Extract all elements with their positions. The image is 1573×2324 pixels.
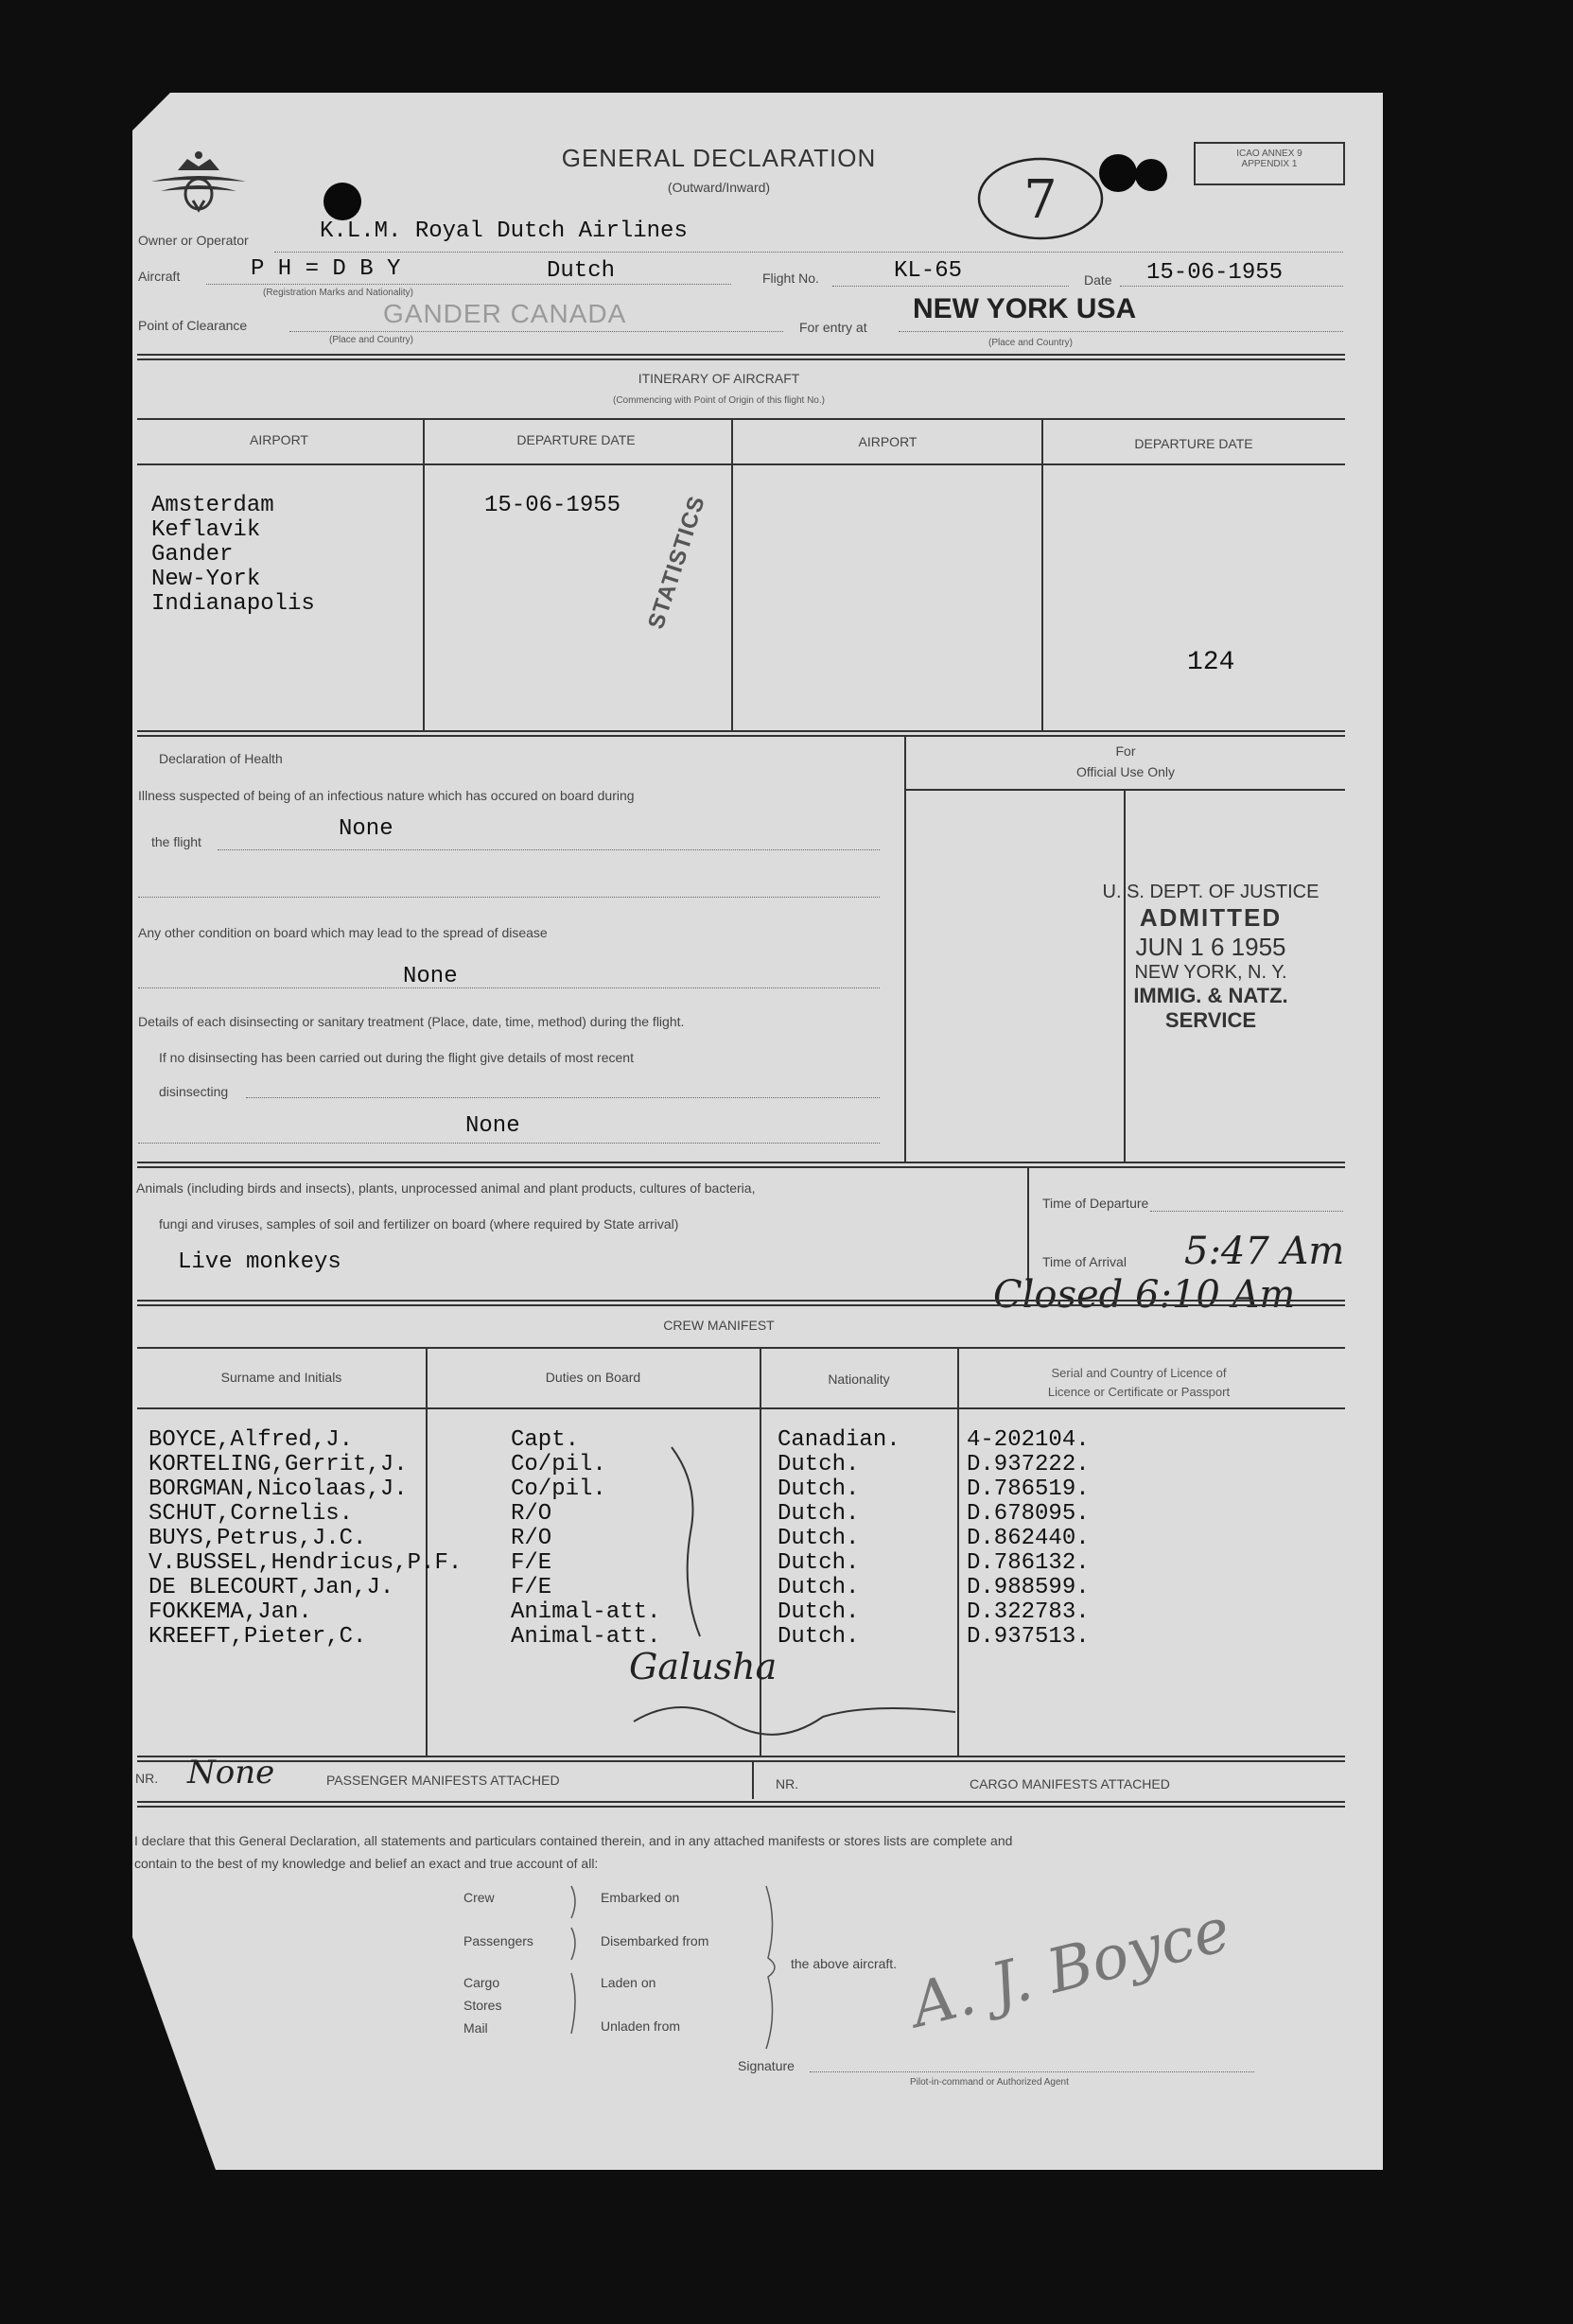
passenger-manifest-label: PASSENGER MANIFESTS ATTACHED (326, 1773, 560, 1788)
scribble-mark (624, 1684, 965, 1740)
signature-label: Signature (738, 2058, 795, 2073)
crew-name: KORTELING,Gerrit,J. (149, 1452, 408, 1477)
crew-license: D.937222. (967, 1452, 1090, 1477)
health-a1: None (339, 816, 393, 842)
time-arrival-label: Time of Arrival (1042, 1254, 1127, 1269)
brace-marks (564, 1882, 791, 2053)
itinerary-departure-date: 15-06-1955 (484, 493, 621, 518)
decl-item: Cargo (463, 1975, 500, 1990)
crew-licenses (967, 1428, 1090, 1650)
clearance-sub: (Place and Country) (329, 335, 413, 345)
airport-row: Gander (151, 542, 234, 568)
crew-license: D.862440. (967, 1526, 1090, 1551)
col-nationality: Nationality (828, 1372, 890, 1387)
crew-nationality: Dutch. (778, 1501, 860, 1527)
flight-value: KL-65 (894, 258, 963, 284)
crew-name: BUYS,Petrus,J.C. (149, 1526, 367, 1551)
official-label-2: Official Use Only (1076, 764, 1175, 779)
col-license-1: Serial and Country of Licence of (1051, 1366, 1227, 1380)
crew-nationality: Dutch. (778, 1599, 860, 1625)
passenger-nr-label: NR. (135, 1771, 159, 1786)
clearance-label: Point of Clearance (138, 318, 248, 333)
crew-license: 4-202104. (967, 1427, 1090, 1453)
cargo-manifest-label: CARGO MANIFESTS ATTACHED (970, 1776, 1170, 1791)
crew-license: D.786519. (967, 1477, 1090, 1502)
col-airport: AIRPORT (250, 432, 308, 447)
col-departure-date: DEPARTURE DATE (516, 432, 636, 447)
crew-nationality: Canadian. (778, 1427, 900, 1453)
official-label-1: For (1115, 743, 1136, 759)
crew-license: D.322783. (967, 1599, 1090, 1625)
annex-line2: APPENDIX 1 (1241, 159, 1298, 169)
declaration-right: the above aircraft. (791, 1956, 898, 1971)
decl-item: Stores (463, 1998, 502, 2013)
crew-duty: Animal-att. (511, 1624, 661, 1650)
page-subtitle: (Outward/Inward) (667, 180, 771, 195)
crew-duty: Co/pil. (511, 1452, 606, 1477)
col-duties: Duties on Board (545, 1370, 641, 1385)
stamp-line4: NEW YORK, N. Y. (1134, 962, 1287, 983)
crew-handwritten-note: Galusha (629, 1646, 778, 1687)
stamp-line3: JUN 1 6 1955 (1135, 933, 1286, 961)
punch-hole (323, 183, 361, 220)
health-q3-line3: disinsecting (159, 1084, 229, 1099)
itinerary-subtitle: (Commencing with Point of Origin of this flight No.) (613, 395, 825, 406)
animals-line2: fungi and viruses, samples of soil and fertilizer on board (where required by State arrival) (159, 1216, 679, 1232)
crew-name: FOKKEMA,Jan. (149, 1599, 312, 1625)
crew-names (149, 1428, 462, 1650)
declaration-line1: I declare that this General Declaration, all statements and particulars contained therein, and in any attached manifests or stores lists are complete and (134, 1833, 1013, 1848)
crew-duty: F/E (511, 1550, 552, 1576)
decl-item: Mail (463, 2020, 488, 2036)
crew-license: D.678095. (967, 1501, 1090, 1527)
time-departure-label: Time of Departure (1042, 1196, 1149, 1211)
crew-name: BORGMAN,Nicolaas,J. (149, 1477, 408, 1502)
crew-duty: R/O (511, 1501, 552, 1527)
animals-value: Live monkeys (178, 1249, 341, 1275)
crew-nationalities (778, 1428, 900, 1650)
crew-nationality: Dutch. (778, 1526, 860, 1551)
airport-row: Indianapolis (151, 591, 315, 617)
health-a2: None (403, 964, 458, 989)
annex-line1: ICAO ANNEX 9 (1236, 149, 1302, 159)
stamp-line5: IMMIG. & NATZ. SERVICE (1133, 984, 1288, 1032)
airport-row: Amsterdam (151, 493, 274, 518)
crew-duty: F/E (511, 1575, 552, 1600)
date-value: 15-06-1955 (1146, 260, 1284, 286)
crew-license: D.786132. (967, 1550, 1090, 1576)
col-departure-date-2: DEPARTURE DATE (1134, 436, 1253, 451)
crew-duty: Capt. (511, 1427, 580, 1453)
aircraft-nationality: Dutch (547, 258, 616, 284)
crew-name: DE BLECOURT,Jan,J. (149, 1575, 394, 1600)
itinerary-airports (151, 494, 315, 617)
page-title: GENERAL DECLARATION (561, 144, 877, 172)
health-a3: None (465, 1113, 520, 1139)
doc-number: 7 (1023, 169, 1057, 231)
aircraft-marks: P H = D B Y (251, 256, 401, 282)
annex-box (1194, 142, 1345, 185)
itinerary-number: 124 (1187, 648, 1235, 677)
col-airport-2: AIRPORT (858, 434, 918, 449)
crew-nationality: Dutch. (778, 1477, 860, 1502)
stamp-line1: U. S. DEPT. OF JUSTICE (1102, 882, 1320, 902)
clearance-value: GANDER CANADA (383, 299, 627, 328)
crew-nationality: Dutch. (778, 1575, 860, 1600)
health-q2: Any other condition on board which may lead to the spread of disease (138, 925, 548, 940)
klm-crown-logo (142, 142, 255, 218)
col-surname: Surname and Initials (220, 1370, 342, 1385)
aircraft-sub: (Registration Marks and Nationality) (263, 288, 413, 298)
crew-nationality: Dutch. (778, 1452, 860, 1477)
itinerary-title: ITINERARY OF AIRCRAFT (638, 371, 800, 386)
crew-name: SCHUT,Cornelis. (149, 1501, 354, 1527)
airport-row: New-York (151, 567, 261, 592)
owner-value: K.L.M. Royal Dutch Airlines (320, 218, 688, 244)
crew-duties (511, 1428, 660, 1650)
crew-duty: Co/pil. (511, 1477, 606, 1502)
health-title: Declaration of Health (159, 751, 283, 766)
crew-name: BOYCE,Alfred,J. (149, 1427, 354, 1453)
health-q3-line2: If no disinsecting has been carried out during the flight give details of most recent (159, 1050, 634, 1065)
flight-label: Flight No. (762, 271, 819, 286)
col-license-2: Licence or Certificate or Passport (1047, 1385, 1231, 1399)
declaration-line2: contain to the best of my knowledge and belief an exact and true account of all: (134, 1856, 599, 1871)
admitted-stamp (1088, 882, 1334, 1033)
decl-item: Unladen from (601, 2018, 681, 2034)
punch-hole (1135, 159, 1167, 191)
decl-item: Crew (463, 1890, 495, 1905)
health-q1-line2: the flight (151, 834, 201, 849)
stamp-line2: ADMITTED (1139, 903, 1283, 932)
crew-name: V.BUSSEL,Hendricus,P.F. (149, 1550, 463, 1576)
date-label: Date (1084, 272, 1112, 288)
crew-license: D.988599. (967, 1575, 1090, 1600)
airport-row: Keflavik (151, 517, 261, 543)
crew-duty: R/O (511, 1526, 552, 1551)
declaration-left (463, 1890, 533, 2036)
cargo-nr-label: NR. (776, 1776, 799, 1791)
duty-bracket-mark (662, 1428, 719, 1646)
decl-item: Disembarked from (601, 1933, 709, 1948)
health-q1-line1: Illness suspected of being of an infectious nature which has occured on board during (138, 788, 635, 803)
crew-duty: Animal-att. (511, 1599, 661, 1625)
entry-sub: (Place and Country) (988, 338, 1073, 348)
signature: A. J. Boyce (904, 1895, 1237, 2042)
crew-license: D.937513. (967, 1624, 1090, 1650)
crew-name: KREEFT,Pieter,C. (149, 1624, 367, 1650)
animals-line1: Animals (including birds and insects), plants, unprocessed animal and plant products, cultures of bacteria, (136, 1180, 756, 1196)
time-arrival-value: 5:47 Am (1184, 1230, 1345, 1273)
decl-item: Passengers (463, 1933, 533, 1948)
crew-nationality: Dutch. (778, 1550, 860, 1576)
crew-title: CREW MANIFEST (663, 1318, 775, 1333)
entry-label: For entry at (799, 320, 867, 335)
decl-item: Embarked on (601, 1890, 680, 1905)
decl-item: Laden on (601, 1975, 656, 1990)
aircraft-label: Aircraft (138, 269, 181, 284)
closed-note: Closed 6:10 Am (993, 1273, 1296, 1317)
statistics-stamp: STATISTICS (643, 492, 710, 633)
passenger-manifest-count: None (187, 1754, 275, 1791)
owner-label: Owner or Operator (138, 233, 249, 248)
signature-sub: Pilot-in-command or Authorized Agent (910, 2077, 1069, 2088)
crew-nationality: Dutch. (778, 1624, 860, 1650)
entry-value: NEW YORK USA (913, 293, 1137, 324)
health-q3-line1: Details of each disinsecting or sanitary treatment (Place, date, time, method) during the flight. (138, 1014, 685, 1029)
